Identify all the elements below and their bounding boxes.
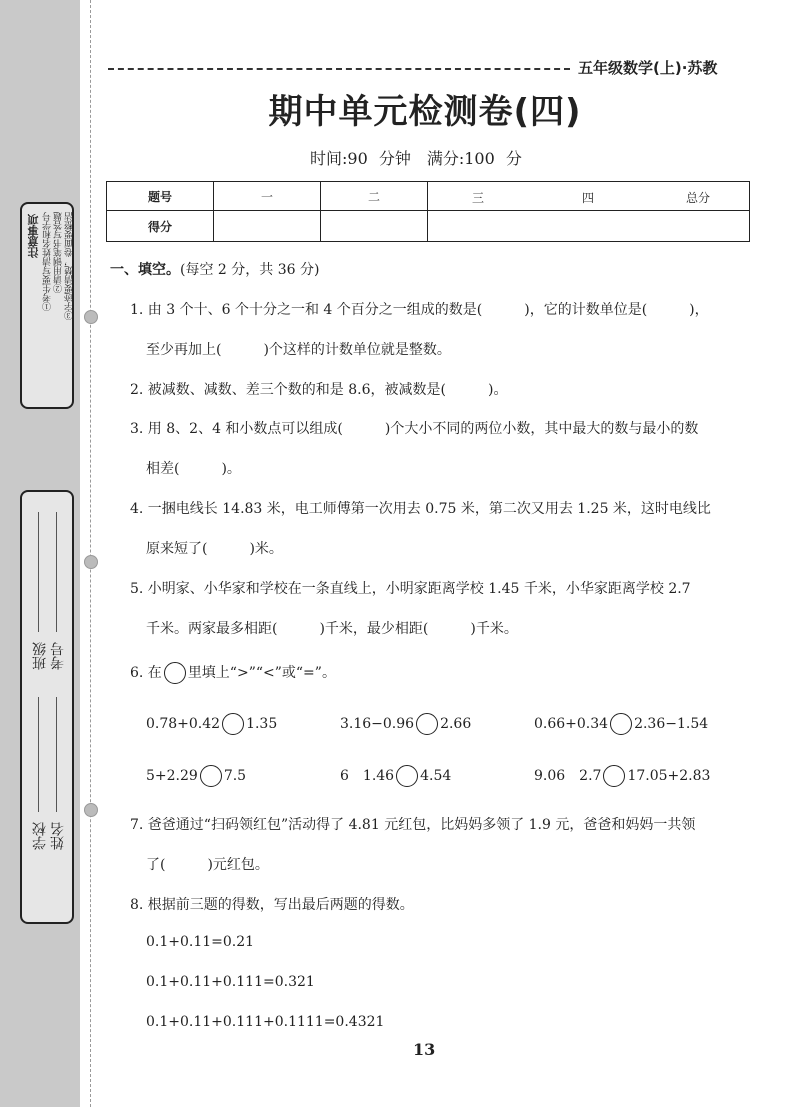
question-8: 8. 根据前三题的得数，写出最后两题的得数。 <box>130 897 414 913</box>
cmp-left: 9.06 2.7 <box>534 768 602 784</box>
question-2: 2. 被减数、减数、差三个数的和是 8.6，被减数是( )。 <box>130 382 508 398</box>
comparison-item <box>534 765 710 787</box>
cmp-left: 0.78+0.42 <box>146 716 221 732</box>
cmp-right: 17.05+2.83 <box>627 768 711 784</box>
cmp-right: 7.5 <box>223 768 247 784</box>
comparison-item <box>340 765 451 787</box>
compare-circle-icon <box>164 662 186 684</box>
score-cell[interactable] <box>214 211 321 242</box>
section-note: (每空 2 分，共 36 分) <box>180 262 320 278</box>
cmp-right: 4.54 <box>420 768 452 784</box>
question-4-line-1: 4. 一捆电线长 14.83 米，电工师傅第一次用去 0.75 米，第二次又用去 1.25 米，这时电线比 <box>130 501 711 517</box>
comparison-item <box>146 765 246 787</box>
school-label: 学校 <box>32 822 48 850</box>
exam-no-label: 考号 <box>50 642 66 670</box>
q6-suffix: 里填上“>”“<”或“=”。 <box>187 665 336 681</box>
question-1-line-2: 至少再加上( )个这样的计数单位就是整数。 <box>146 342 451 358</box>
question-1-line-1: 1. 由 3 个十、6 个十分之一和 4 个百分之一组成的数是( )，它的计数单位是( )， <box>130 302 709 318</box>
question-5-line-1: 5. 小明家、小华家和学校在一条直线上，小明家距离学校 1.45 千米，小华家距离学校 2.7 <box>130 581 691 597</box>
answer-circle[interactable] <box>610 713 632 735</box>
school-blank[interactable] <box>38 697 39 812</box>
page-number: 13 <box>413 1040 436 1059</box>
equation-2: 0.1+0.11+0.111=0.321 <box>146 974 315 990</box>
cut-line <box>90 0 91 1107</box>
question-4-line-2: 原来短了( )米。 <box>146 541 283 557</box>
row-header-question-no: 题号 <box>107 182 214 211</box>
student-info-panel <box>20 490 74 924</box>
section-title <box>110 259 319 279</box>
question-7-line-1: 7. 爸爸通过“扫码领红包”活动得了 4.81 元红包，比妈妈多领了 1.9 元，爸爸和妈妈一共领 <box>130 817 696 833</box>
answer-circle[interactable] <box>222 713 244 735</box>
equation-1: 0.1+0.11=0.21 <box>146 934 255 950</box>
class-label: 班级 <box>32 642 48 670</box>
question-3-line-1: 3. 用 8、2、4 和小数点可以组成( )个大小不同的两位小数，其中最大的数与最小的数 <box>130 421 699 437</box>
score-table <box>106 181 750 242</box>
class-blank[interactable] <box>38 512 39 632</box>
notes-title: 注意事项 <box>27 214 40 258</box>
series-label: 五年级数学(上)·苏教 <box>578 59 718 77</box>
question-5-line-2: 千米。两家最多相距( )千米，最少相距( )千米。 <box>146 621 518 637</box>
question-7-line-2: 了( )元红包。 <box>146 857 269 873</box>
cmp-left: 0.66+0.34 <box>534 716 609 732</box>
question-6 <box>130 662 336 684</box>
col-header: 三 <box>472 191 485 205</box>
row-header-score: 得分 <box>107 211 214 242</box>
note-line: ①考生要写清姓名和学号 <box>43 212 53 311</box>
q6-prefix: 6. 在 <box>130 665 162 681</box>
cmp-right: 1.35 <box>246 716 278 732</box>
binding-hole <box>84 310 98 324</box>
comparison-item <box>146 713 277 735</box>
note-line: ③字迹要清楚，卷面要整洁 <box>65 212 75 320</box>
name-label: 姓名 <box>50 822 66 850</box>
col-header: 四 <box>582 191 595 205</box>
score-cell[interactable] <box>321 211 428 242</box>
col-header-merged <box>428 182 750 211</box>
binding-hole <box>84 803 98 817</box>
binding-hole <box>84 555 98 569</box>
comparison-item <box>534 713 708 735</box>
name-blank[interactable] <box>56 697 57 812</box>
cmp-right: 2.36−1.54 <box>634 716 709 732</box>
cmp-right: 2.66 <box>440 716 472 732</box>
time-score-info: 时间:90 分钟 满分:100 分 <box>310 149 522 168</box>
equation-3: 0.1+0.11+0.111+0.1111=0.4321 <box>146 1014 385 1030</box>
page-title: 期中单元检测卷(四) <box>268 92 582 132</box>
cmp-left: 6 1.46 <box>340 768 395 784</box>
col-header: 二 <box>321 182 428 211</box>
score-cell[interactable] <box>428 211 750 242</box>
section-heading: 一、填空。 <box>110 262 180 278</box>
answer-circle[interactable] <box>416 713 438 735</box>
answer-circle[interactable] <box>603 765 625 787</box>
answer-circle[interactable] <box>396 765 418 787</box>
col-header: 一 <box>214 182 321 211</box>
comparison-item <box>340 713 471 735</box>
notes-panel <box>20 202 74 409</box>
question-3-line-2: 相差( )。 <box>146 461 241 477</box>
answer-circle[interactable] <box>200 765 222 787</box>
cmp-left: 5+2.29 <box>146 768 198 784</box>
header-divider <box>108 68 570 70</box>
exam-no-blank[interactable] <box>56 512 57 632</box>
cmp-left: 3.16−0.96 <box>340 716 415 732</box>
note-line: ②请用钢笔书写答题 <box>54 212 64 293</box>
col-header: 总分 <box>686 191 711 205</box>
